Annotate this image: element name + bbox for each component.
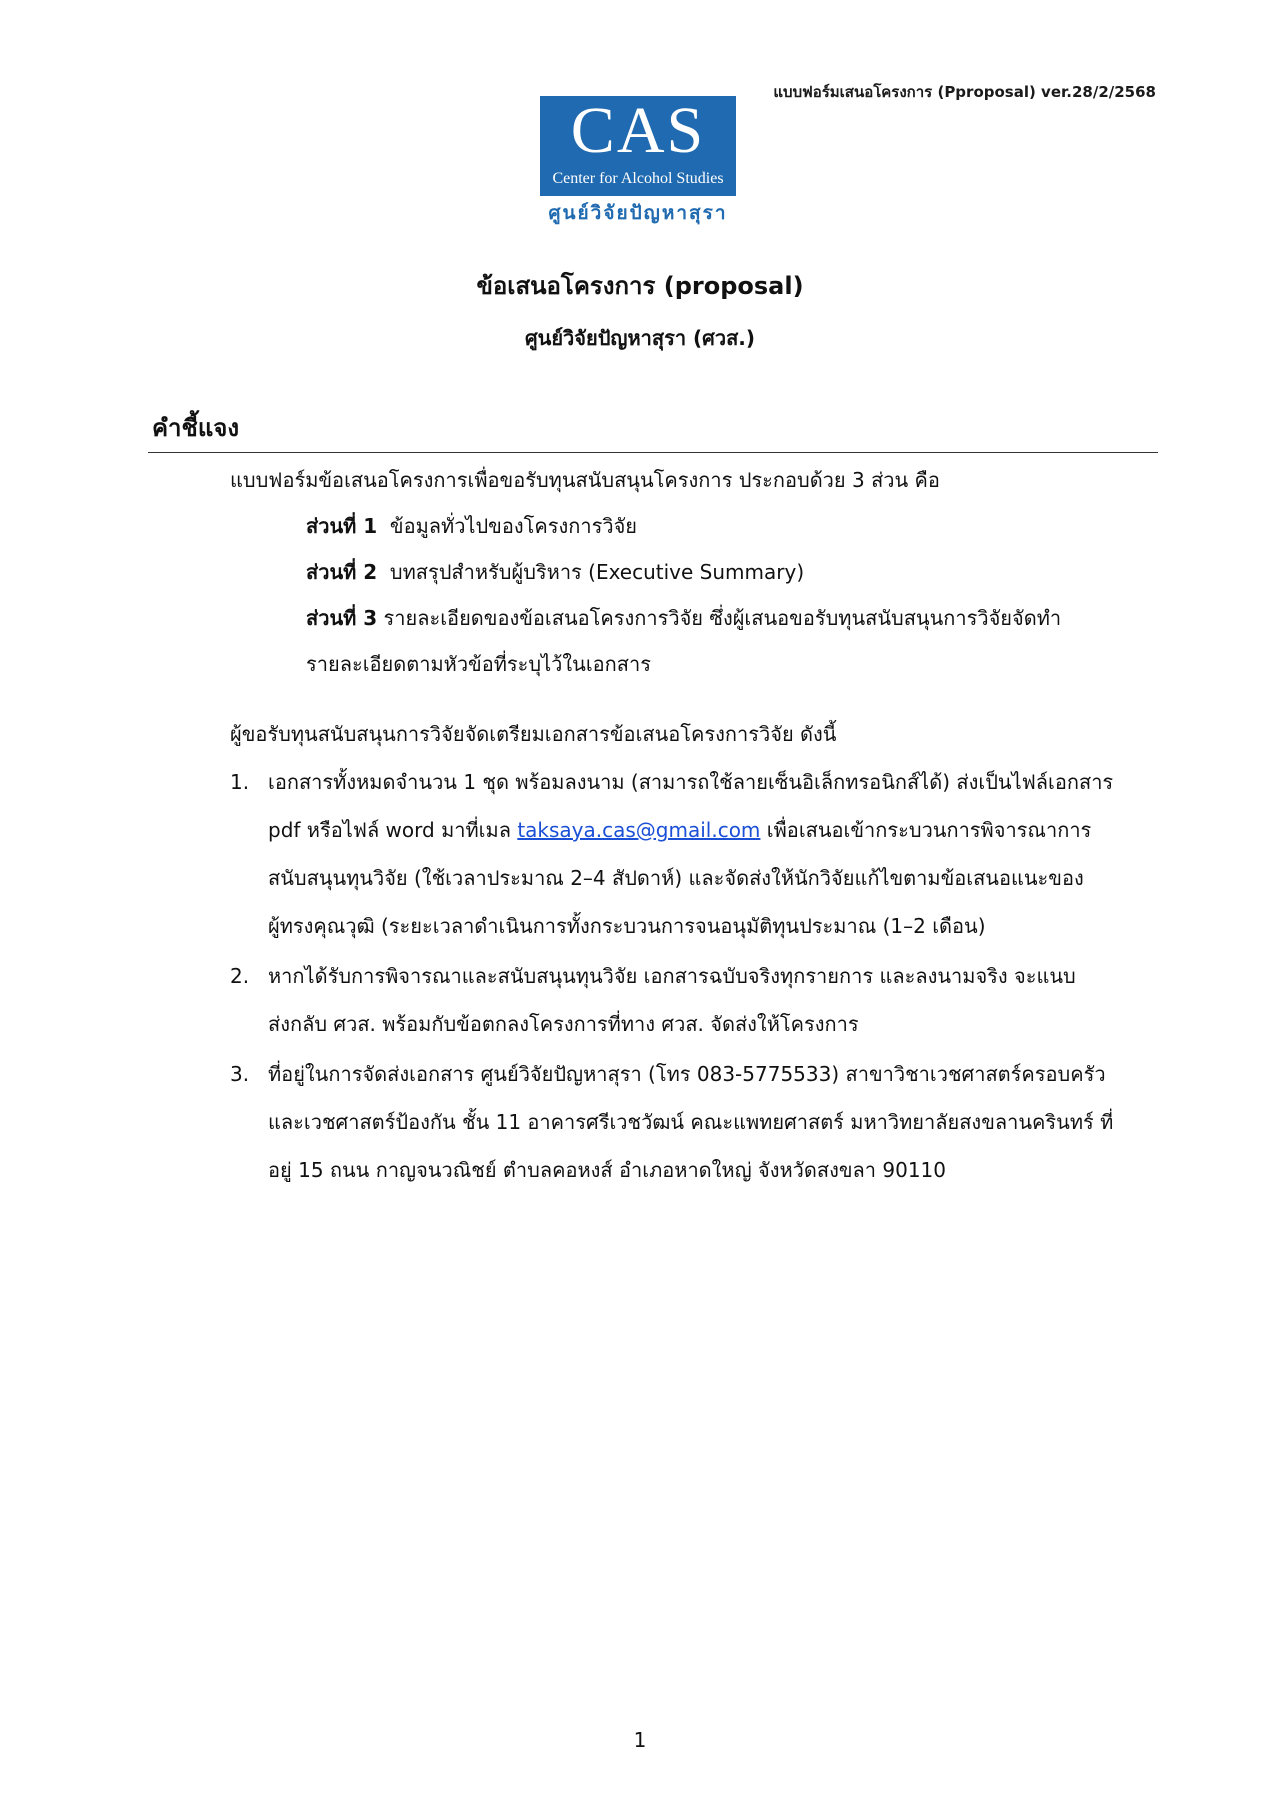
list-item-1-line-3: สนับสนุนทุนวิจัย (ใช้เวลาประมาณ 2–4 สัปดาห์) และจัดส่งให้นักวิจัยแก้ไขตามข้อเสนอแนะของ — [268, 866, 1084, 890]
section-heading: คำชี้แจง — [152, 414, 240, 442]
intro-text: แบบฟอร์มข้อเสนอโครงการเพื่อขอรับทุนสนับสนุนโครงการ ประกอบด้วย 3 ส่วน คือ — [230, 468, 940, 492]
item-text: เพื่อเสนอเข้ากระบวนการพิจารณาการ — [766, 818, 1092, 842]
logo-thai-name: ศูนย์วิจัยปัญหาสุรา — [548, 202, 728, 224]
section-divider — [148, 452, 1158, 453]
email-link[interactable]: taksaya.cas@gmail.com — [517, 818, 761, 842]
part-text: บทสรุปสำหรับผู้บริหาร (Executive Summary) — [389, 560, 805, 584]
list-item-2-line-1: หากได้รับการพิจารณาและสนับสนุนทุนวิจัย เอกสารฉบับจริงทุกรายการ และลงนามจริง จะแนบ — [268, 964, 1076, 988]
list-item-1-line-1: เอกสารทั้งหมดจำนวน 1 ชุด พร้อมลงนาม (สามารถใช้ลายเซ็นอิเล็กทรอนิกส์ได้) ส่งเป็นไฟล์เอกสาร — [268, 770, 1114, 794]
part-text: ข้อมูลทั่วไปของโครงการวิจัย — [389, 514, 638, 538]
part-text: รายละเอียดของข้อเสนอโครงการวิจัย ซึ่งผู้เสนอขอรับทุนสนับสนุนการวิจัยจัดทำ — [383, 606, 1062, 630]
logo-subtitle: Center for Alcohol Studies — [552, 170, 724, 187]
form-version-label: แบบฟอร์มเสนอโครงการ (Pproposal) ver.28/2/2568 — [773, 83, 1156, 101]
cas-logo — [540, 96, 736, 230]
list-item-3-line-3: อยู่ 15 ถนน กาญจนวณิชย์ ตำบลคอหงส์ อำเภอหาดใหญ่ จังหวัดสงขลา 90110 — [268, 1158, 947, 1182]
part-item-3-continuation: รายละเอียดตามหัวข้อที่ระบุไว้ในเอกสาร — [306, 652, 651, 676]
list-item-2-line-2: ส่งกลับ ศวส. พร้อมกับข้อตกลงโครงการที่ทาง ศวส. จัดส่งให้โครงการ — [268, 1012, 859, 1036]
item-text: pdf หรือไฟล์ word มาที่เมล — [268, 818, 511, 842]
list-item-3-line-2: และเวชศาสตร์ป้องกัน ชั้น 11 อาคารศรีเวชวัฒน์ คณะแพทยศาสตร์ มหาวิทยาลัยสงขลานครินทร์ ที่ — [268, 1110, 1114, 1134]
document-subtitle: ศูนย์วิจัยปัญหาสุรา (ศวส.) — [524, 326, 756, 350]
list-item-1-line-4: ผู้ทรงคุณวุฒิ (ระยะเวลาดำเนินการทั้งกระบวนการจนอนุมัติทุนประมาณ (1–2 เดือน) — [268, 914, 986, 938]
logo-letters: CAS — [570, 94, 706, 167]
part-item-1 — [306, 512, 637, 540]
part-label: ส่วนที่ 1 — [306, 514, 378, 538]
part-item-3 — [306, 604, 1061, 632]
list-item-3-line-1: ที่อยู่ในการจัดส่งเอกสาร ศูนย์วิจัยปัญหาสุรา (โทร 083-5775533) สาขาวิชาเวชศาสตร์ครอบครัว — [268, 1062, 1106, 1086]
part-label: ส่วนที่ 2 — [306, 560, 378, 584]
part-item-2 — [306, 558, 804, 586]
page-number: 1 — [633, 1728, 647, 1752]
logo-box — [540, 96, 736, 196]
list-item-number: 1. — [230, 770, 250, 794]
document-title: ข้อเสนอโครงการ (proposal) — [476, 272, 804, 300]
list-item-number: 2. — [230, 964, 250, 988]
prep-intro-text: ผู้ขอรับทุนสนับสนุนการวิจัยจัดเตรียมเอกสารข้อเสนอโครงการวิจัย ดังนี้ — [230, 722, 837, 746]
list-item-1-line-2 — [268, 816, 1091, 844]
part-label: ส่วนที่ 3 — [306, 606, 378, 630]
list-item-number: 3. — [230, 1062, 250, 1086]
